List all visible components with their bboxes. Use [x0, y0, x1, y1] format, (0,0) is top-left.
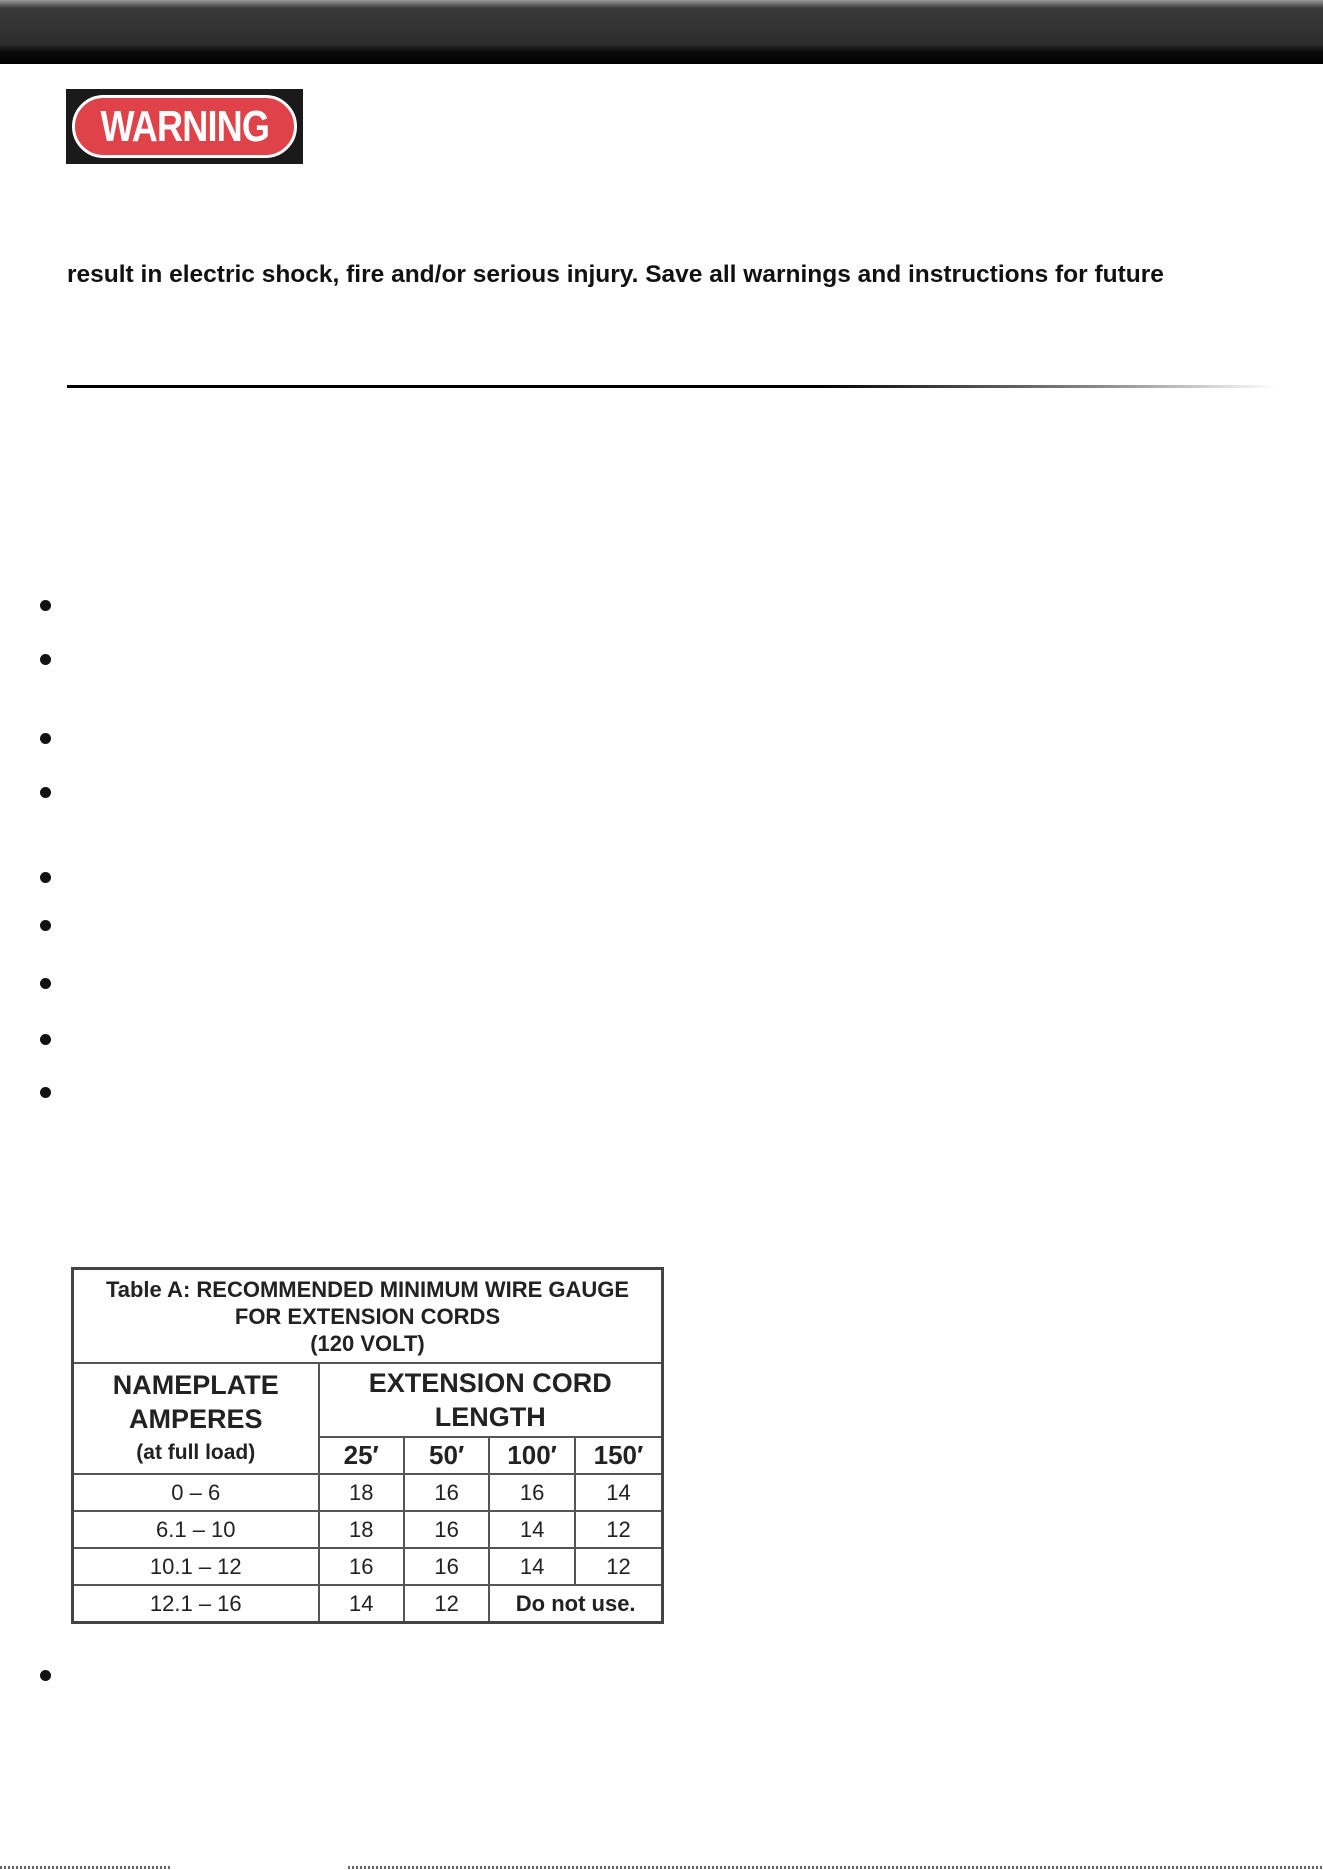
table-title: Table A: RECOMMENDED MINIMUM WIRE GAUGE FOR EXTENSION CORDS (120 VOLT): [73, 1269, 663, 1364]
table-row: [73, 1585, 663, 1623]
gauge-cell: 16: [404, 1548, 489, 1585]
top-header-bar: [0, 0, 1323, 64]
gauge-cell: 14: [489, 1511, 575, 1548]
gauge-cell: 14: [575, 1474, 663, 1511]
do-not-use-cell: Do not use.: [489, 1585, 662, 1623]
amps-cell: 12.1 – 16: [73, 1585, 319, 1623]
warning-badge: [66, 89, 303, 164]
nameplate-amperes-header: NAMEPLATE AMPERES (at full load): [73, 1363, 319, 1474]
amps-cell: 10.1 – 12: [73, 1548, 319, 1585]
gauge-cell: 12: [575, 1511, 663, 1548]
gauge-cell: 18: [319, 1474, 404, 1511]
amps-cell: 0 – 6: [73, 1474, 319, 1511]
length-header: 100′: [489, 1437, 575, 1474]
gauge-cell: 18: [319, 1511, 404, 1548]
section-divider: [67, 385, 1277, 388]
gauge-cell: 16: [404, 1511, 489, 1548]
bullet-point: [40, 872, 51, 883]
gauge-cell: 16: [319, 1548, 404, 1585]
warning-label: WARNING: [100, 101, 269, 151]
gauge-cell: 16: [404, 1474, 489, 1511]
gauge-cell: 14: [489, 1548, 575, 1585]
footer-dash-line: [348, 1866, 1323, 1869]
warning-pill: [72, 95, 297, 158]
gauge-cell: 14: [319, 1585, 404, 1623]
bullet-point: [40, 654, 51, 665]
gauge-cell: 16: [489, 1474, 575, 1511]
wire-gauge-table-container: [71, 1267, 664, 1624]
bullet-point: [40, 600, 51, 611]
length-header: 25′: [319, 1437, 404, 1474]
warning-text-line: result in electric shock, fire and/or serious injury. Save all warnings and instructions for future: [67, 261, 1164, 288]
table-row: [73, 1511, 663, 1548]
wire-gauge-table: [71, 1267, 664, 1624]
bullet-point: [40, 1087, 51, 1098]
bullet-point: [40, 1034, 51, 1045]
bullet-point: [40, 733, 51, 744]
bullet-point: [40, 787, 51, 798]
gauge-cell: 12: [404, 1585, 489, 1623]
bullet-point: [40, 920, 51, 931]
bullet-point: [40, 1670, 51, 1681]
table-row: [73, 1548, 663, 1585]
bullet-point: [40, 978, 51, 989]
length-header: 150′: [575, 1437, 663, 1474]
footer-dash-line: [0, 1866, 170, 1869]
amps-cell: 6.1 – 10: [73, 1511, 319, 1548]
table-row: [73, 1474, 663, 1511]
extension-cord-length-header: EXTENSION CORD LENGTH: [319, 1363, 663, 1437]
length-header: 50′: [404, 1437, 489, 1474]
gauge-cell: 12: [575, 1548, 663, 1585]
